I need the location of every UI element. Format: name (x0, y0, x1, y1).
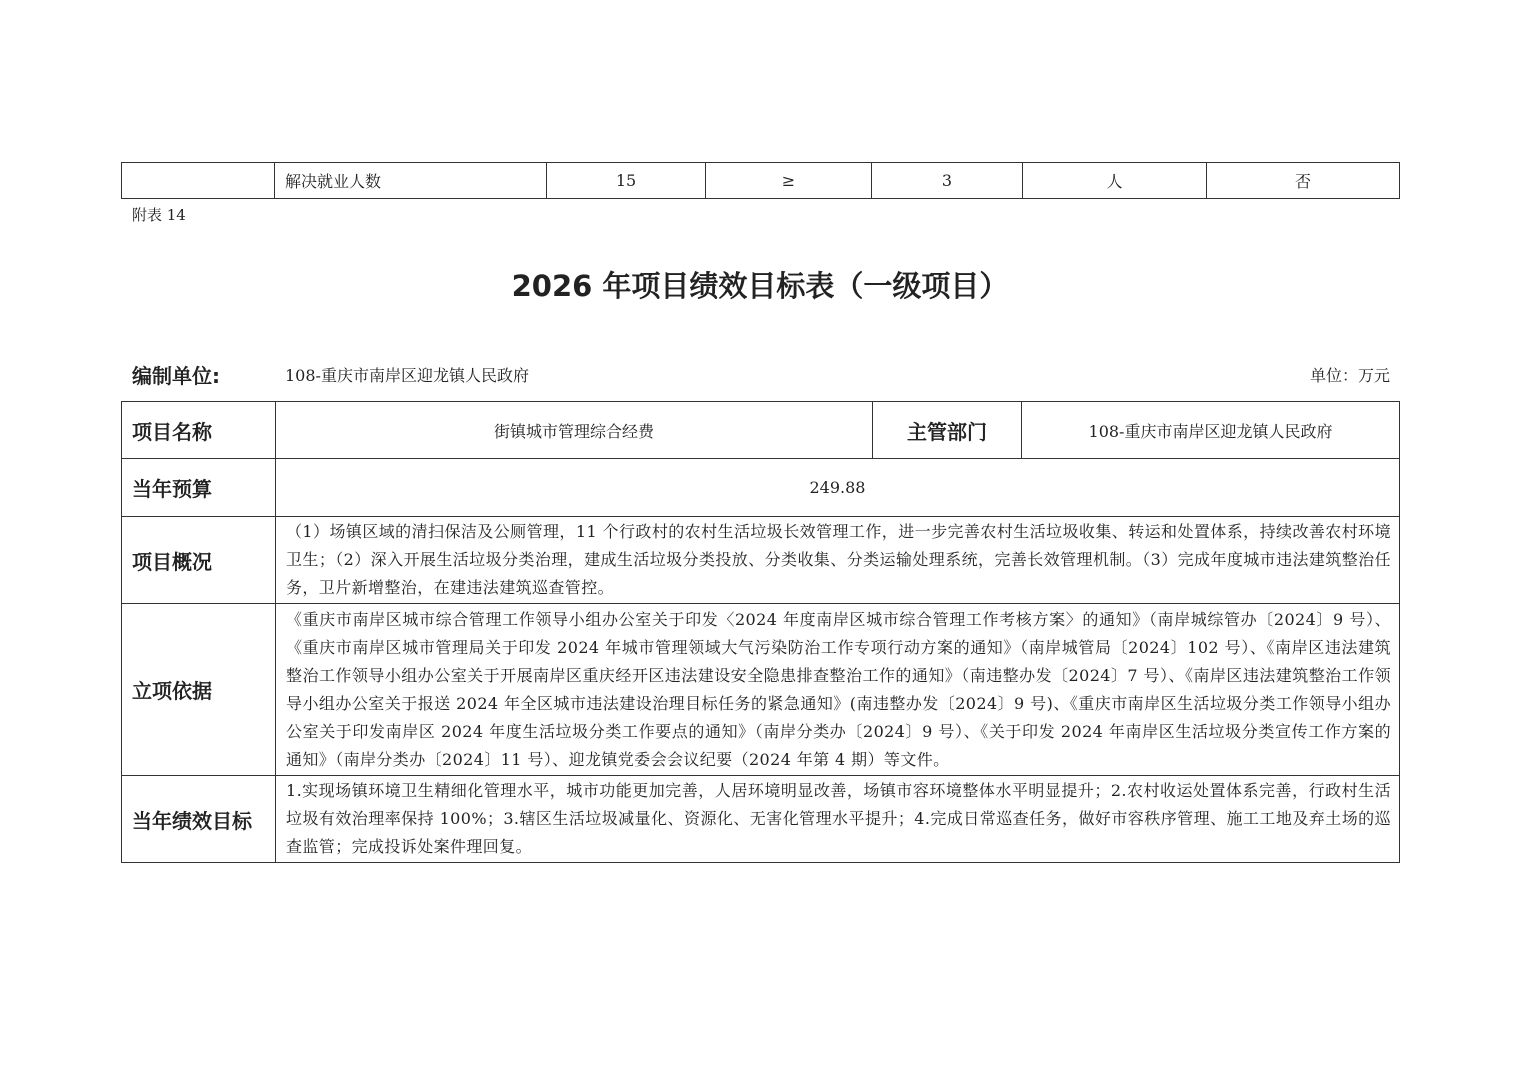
goal-value: 1.实现场镇环境卫生精细化管理水平，城市功能更加完善，人居环境明显改善，场镇市容环境整体水平明显提升；2.农村收运处置体系完善，行政村生活垃圾有效治理率保持 100%；3.辖区生活垃圾减量化、资源化、无害化管理水平提升；4.完成日常巡查任务，做好市容秩序管理、施工工地及弃土场的巡查监管；完成投诉处案件理回复。 (276, 776, 1400, 863)
overview-label: 项目概况 (122, 517, 276, 604)
budget-label: 当年预算 (122, 459, 276, 517)
indicator-cell: 解决就业人数 (275, 163, 547, 199)
annex-label: 附表 14 (132, 206, 186, 224)
dept-value: 108-重庆市南岸区迎龙镇人民政府 (1022, 402, 1400, 459)
table-row (122, 459, 1400, 517)
currency-unit: 单位：万元 (1309, 366, 1390, 385)
table-row (122, 402, 1400, 459)
compile-unit-label: 编制单位: (132, 364, 220, 388)
compile-unit-value: 108-重庆市南岸区迎龙镇人民政府 (285, 366, 529, 385)
table-row (122, 517, 1400, 604)
dept-label: 主管部门 (873, 402, 1022, 459)
table-row (122, 604, 1400, 776)
value-cell: 3 (872, 163, 1023, 199)
goal-label: 当年绩效目标 (122, 776, 276, 863)
operator-cell: ≥ (706, 163, 872, 199)
unit-cell: 人 (1023, 163, 1207, 199)
basis-label: 立项依据 (122, 604, 276, 776)
weight-cell: 15 (547, 163, 706, 199)
compile-unit-row (132, 360, 1390, 388)
performance-target-table (121, 401, 1400, 863)
project-name-value: 街镇城市管理综合经费 (276, 402, 873, 459)
table-row (122, 776, 1400, 863)
budget-value: 249.88 (276, 459, 1400, 517)
table-row (122, 163, 1400, 199)
project-name-label: 项目名称 (122, 402, 276, 459)
flag-cell: 否 (1207, 163, 1400, 199)
overview-value: （1）场镇区域的清扫保洁及公厕管理，11 个行政村的农村生活垃圾长效管理工作，进一步完善农村生活垃圾收集、转运和处置体系，持续改善农村环境卫生；（2）深入开展生活垃圾分类治理，建成生活垃圾分类投放、分类收集、分类运输处理系统，完善长效管理机制。（3）完成年度城市违法建筑整治任务，卫片新增整治，在建违法建筑巡查管控。 (276, 517, 1400, 604)
previous-table-row (121, 162, 1400, 199)
page-title: 2026 年项目绩效目标表（一级项目） (511, 269, 1009, 303)
basis-value: 《重庆市南岸区城市综合管理工作领导小组办公室关于印发〈2024 年度南岸区城市综合管理工作考核方案〉的通知》（南岸城综管办〔2024〕9 号）、《重庆市南岸区城市管理局关于印发 2024 年城市管理领域大气污染防治工作专项行动方案的通知》（南岸城管局〔2024〕102 号）、《南岸区违法建筑整治工作领导小组办公室关于开展南岸区重庆经开区违法建设安全隐患排查整治工作的通知》（南违整办发〔2024〕7 号）、《南岸区违法建筑整治工作领导小组办公室关于报送 2024 年全区城市违法建设治理目标任务的紧急通知》(南违整办发〔2024〕9 号)、《重庆市南岸区生活垃圾分类工作领导小组办公室关于印发南岸区 2024 年度生活垃圾分类工作要点的通知》（南岸分类办〔2024〕9 号）、《关于印发 2024 年南岸区生活垃圾分类宣传工作方案的通知》（南岸分类办〔2024〕11 号）、迎龙镇党委会会议纪要（2024 年第 4 期）等文件。 (276, 604, 1400, 776)
blank-cell (122, 163, 275, 199)
